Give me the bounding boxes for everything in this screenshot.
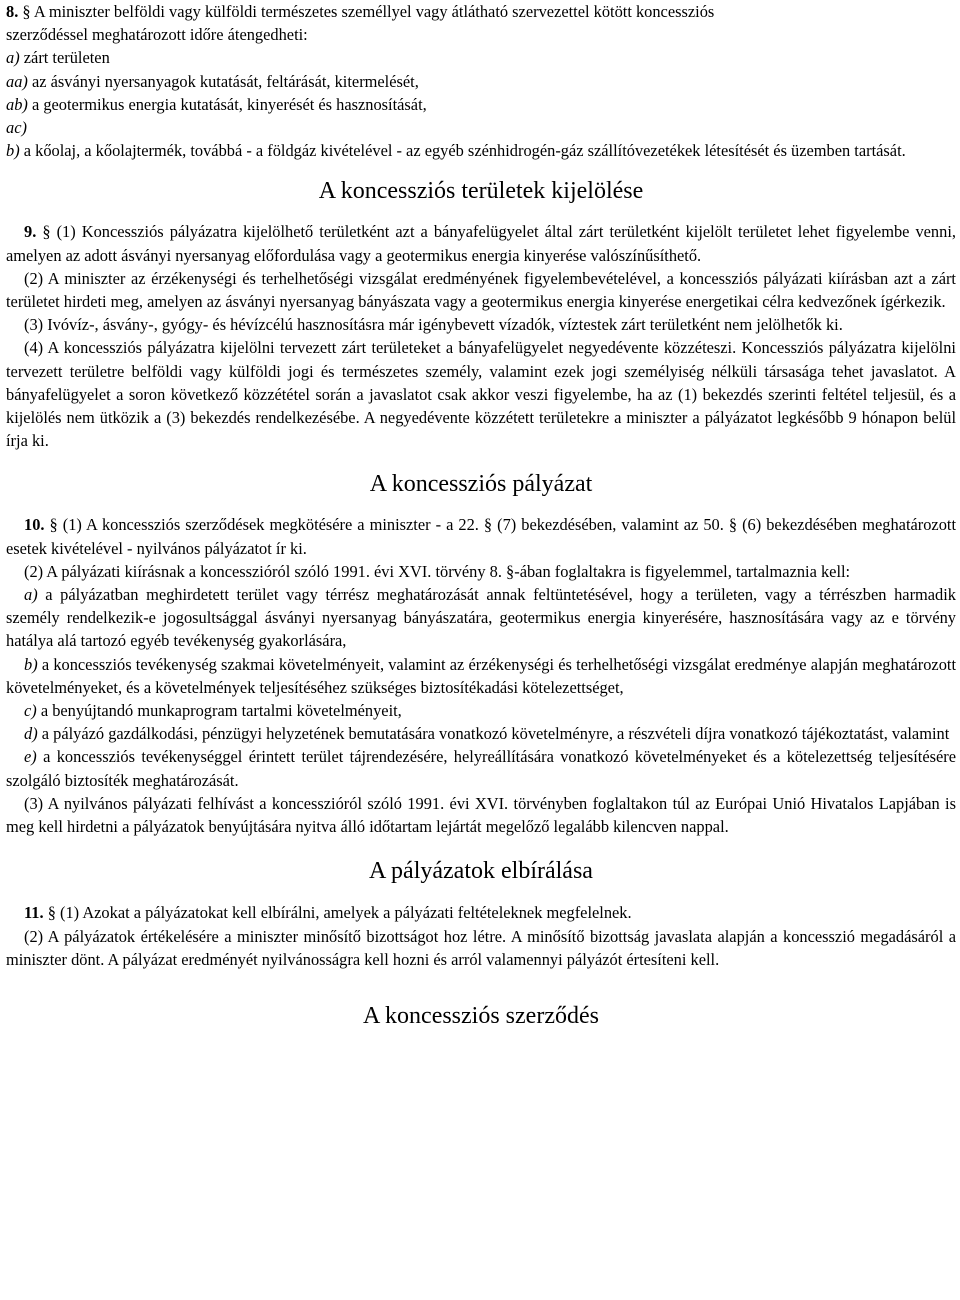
section-10-point-a: a) a pályázatban meghirdetett terület vagy térrész meghatározását annak feltüntetésével, hogy a területen, vagy a térrészben harmadik személy rendelkezik-e jogosultsággal ásványi nyersanyag bányászatára, geotermikus energia kinyerésére, hasznosítására vagy az e törvény hatálya alá tartozó egyéb tevékenység gyakorlására, — [6, 585, 956, 651]
section-mark: § — [506, 561, 515, 581]
section-10-para-3: (3) A nyilvános pályázati felhívást a koncesszióról szóló 1991. évi XVI. törvényben foglaltakon túl az Európai Unió Hivatalos Lapjában is meg kell hirdetni a pályázatok benyújtására nyitva álló időtartam lejártát megelőző legalább kilencven nappal. — [6, 793, 956, 837]
heading-palyazatok-elbiralasa: A pályázatok elbírálása — [369, 858, 593, 885]
heading-koncesszios-teruletek: A koncessziós területek kijelölése — [318, 178, 644, 205]
section-mark: § — [42, 222, 51, 242]
section-11-para-1: 11. § (1) Azokat a pályázatokat kell elbírálni, amelyek a pályázati feltételeknek megfelelnek. — [24, 903, 632, 923]
section-8-point-ac: ac) — [6, 118, 27, 138]
section-11-para-2: (2) A pályázatok értékelésére a miniszter minősítő bizottságot hoz létre. A minősítő bizottság javaslata alapján a koncesszió megadásáról a miniszter dönt. A pályázat eredményét nyilvánosságra kell hozni és arról valamennyi pályázót értesíteni kell. — [6, 926, 956, 969]
section-8-point-a: a) zárt területen — [6, 48, 110, 68]
section-8-point-b: b) a kőolaj, a kőolajtermék, továbbá - a földgáz kivételével - az egyéb szénhidrogén-gáz szállítóvezetékek létesítését és üzemben tartását. — [6, 141, 906, 161]
section-10-para-2: (2) A pályázati kiírásnak a koncesszióról szóló 1991. évi XVI. törvény 8. §-ában foglaltakra is figyelemmel, tartalmaznia kell: — [24, 561, 851, 581]
section-mark: § — [49, 515, 58, 535]
section-10-point-b: b) a koncessziós tevékenység szakmai követelményeit, valamint az érzékenységi és terhelhetőségi vizsgálat eredménye alapján meghatározott követelményeket, és a követelmények teljesítéséhez szükséges biztosítékadási kötelezettséget, — [6, 654, 956, 697]
section-8-point-ab: ab) a geotermikus energia kutatását, kinyerését és hasznosítását, — [6, 94, 427, 114]
section-9-para-3: (3) Ivóvíz-, ásvány-, gyógy- és hévízcélú hasznosításra már igénybevett vízadók, víztestek zárt területként nem jelölhetők ki. — [24, 315, 843, 335]
section-10-para-1: 10. § (1) A koncessziós szerződések megkötésére a miniszter - a 22. § (7) bekezdésében, valamint az 50. § (6) bekezdésében meghatározott esetek kivételével - nyilvános pályázatot ír ki. — [6, 515, 956, 558]
heading-koncesszios-palyazat: A koncessziós pályázat — [369, 471, 593, 498]
heading-koncesszios-szerzodes: A koncessziós szerződés — [363, 1002, 599, 1029]
section-9-para-4: (4) A koncessziós pályázatra kijelölni tervezett zárt területeket a bányafelügyelet negyedévente közzéteszi. Koncessziós pályázatra kijelölni tervezett területre belföldi vagy külföldi jogi és természetes személy, valamint ezek jogi személyiség nélküli társasága tehet javaslatot. A bányafelügyelet a soron következő közzététel során a javaslatot csak akkor veszi figyelembe, ha az (1) bekezdés szerinti feltétel teljesül, és a kijelölés nem ütközik a (3) bekezdés rendelkezésébe. A negyedévente közzétett területekre a miniszter a pályázatot legkésőbb 9 hónapon belül írja ki. — [6, 338, 956, 451]
section-mark: § — [728, 515, 738, 535]
section-10-point-d: d) a pályázó gazdálkodási, pénzügyi helyzetének bemutatására vonatkozó követelményre, a részvételi díjra vonatkozó tájékoztatást, valamint — [24, 724, 950, 744]
section-mark: § — [47, 903, 56, 923]
section-10-point-e: e) a koncessziós tevékenységgel érintett terület tájrendezésére, helyreállítására vonatkozó követelményeket és a kötelezettség teljesítésére szolgáló biztosíték meghatározását. — [6, 747, 956, 790]
section-9-para-1: 9. § (1) Koncessziós pályázatra kijelölhető területként azt a bányafelügyelet által zárt területként kijelölt területet lehet figyelembe venni, amelyen az adott ásványi nyersanyag előfordulása vagy a geotermikus energia kinyerése valószínűsíthető. — [6, 222, 956, 265]
section-8-point-aa: aa) az ásványi nyersanyagok kutatását, feltárását, kitermelését, — [6, 71, 419, 91]
section-9-number: 9. — [24, 222, 37, 242]
section-9-para-2: (2) A miniszter az érzékenységi és terhelhetőségi vizsgálat eredményének figyelembevételével, a koncessziós pályázati kiírásban azt a zárt területet hirdeti meg, amelyen az ásványi nyersanyag bányászata vagy a geotermikus energia kinyerése energetikai célra kedvezőnek ígérkezik. — [6, 268, 956, 312]
section-mark: § — [22, 2, 31, 21]
section-11-number: 11. — [24, 903, 44, 923]
document-page — [6, 0, 956, 1031]
section-8-intro: 8. § A miniszter belföldi vagy külföldi természetes személlyel vagy átlátható szervezettel kötött koncessziós szerződéssel meghatározott időre átengedheti: — [6, 2, 715, 45]
section-10-number: 10. — [24, 515, 45, 535]
section-mark: § — [483, 515, 493, 535]
section-8-number: 8. — [6, 2, 19, 21]
section-10-point-c: c) a benyújtandó munkaprogram tartalmi követelményeit, — [24, 701, 402, 721]
